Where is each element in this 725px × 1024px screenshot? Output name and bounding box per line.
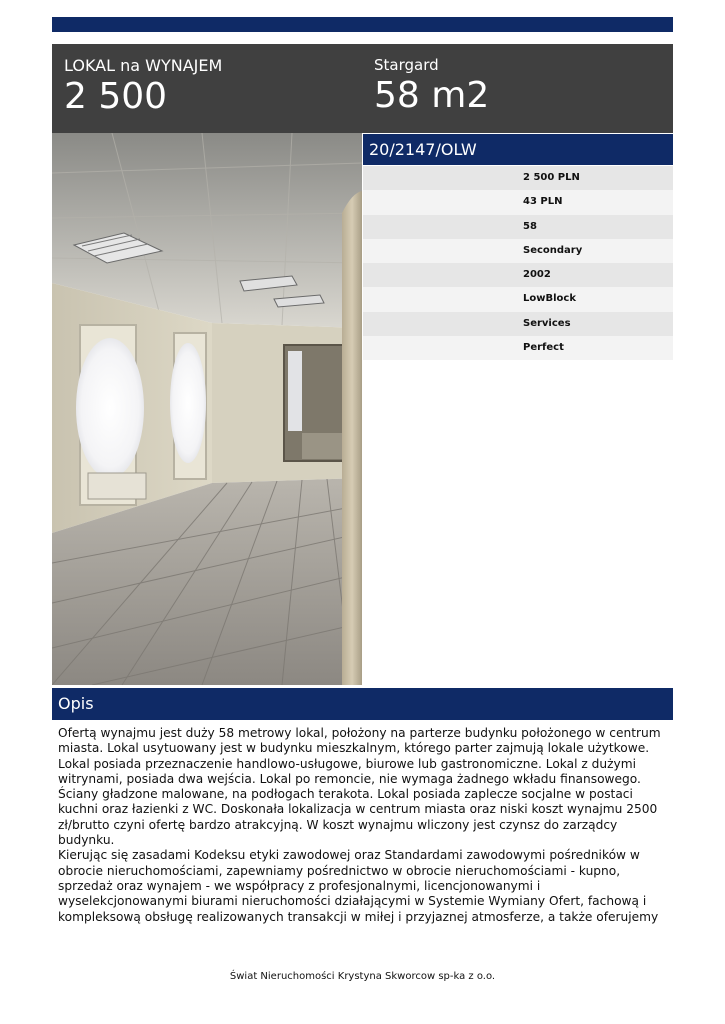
listing-area: 58 m2 bbox=[374, 75, 490, 116]
detail-row: 58 bbox=[363, 215, 673, 239]
header-left bbox=[64, 56, 222, 117]
listing-type: LOKAL na WYNAJEM bbox=[64, 56, 223, 75]
detail-row: 43 PLN bbox=[363, 190, 673, 214]
description-paragraph: Kierując się zasadami Kodeksu etyki zawodowej oraz Standardami zawodowymi pośredników w obrocie nieruchomościami, zapewniamy pośrednictwo w obrocie nieruchomościami - kupno, sprzedaż oraz wynajem - we współpracy z profesjonalnymi, licencjonowanymi i wyselekcjonowanymi biurami nieruchomości działającymi w Systemie Wymiany Ofert, fachową i kompleksową obsługę realizowanych transakcji w miłej i przyjaznej atmosferze, a także oferujemy bbox=[58, 848, 659, 924]
detail-row: 2002 bbox=[363, 263, 673, 287]
description-paragraph: Ofertą wynajmu jest duży 58 metrowy lokal, położony na parterze budynku położonego w centrum miasta. Lokal usytuowany jest w budynku mieszkalnym, którego parter zajmują lokale użytkowe. Lokal posiada przeznaczenie handlowo-usługowe, biurowe lub gastronomiczne. Lokal z dużymi witrynami, posiada dwa wejścia. Lokal po remoncie, nie wymaga żadnego wkładu finansowego. Ściany gładzone malowane, na podłogach terakota. Lokal posiada zaplecze socjalne w postaci kuchni oraz łazienki z WC. Doskonała lokalizacja w centrum miasta oraz niski koszt wynajmu 2500 zł/brutto czyni ofertę bardzo atrakcyjną. W koszt wynajmu wliczony jest czynsz do zarządcy budynku. bbox=[58, 726, 661, 848]
details-table bbox=[363, 166, 673, 360]
detail-row: Secondary bbox=[363, 239, 673, 263]
detail-row: Perfect bbox=[363, 336, 673, 360]
description-text bbox=[58, 726, 670, 925]
header-right bbox=[374, 55, 489, 116]
detail-row: Services bbox=[363, 312, 673, 336]
reference-number: 20/2147/OLW bbox=[363, 134, 673, 165]
detail-row: LowBlock bbox=[363, 287, 673, 311]
listing-city: Stargard bbox=[374, 56, 439, 74]
listing-price: 2 500 bbox=[64, 76, 168, 117]
detail-row: 2 500 PLN bbox=[363, 166, 673, 190]
description-title: Opis bbox=[52, 688, 673, 720]
property-photo bbox=[52, 133, 362, 685]
listing-header bbox=[52, 44, 673, 133]
footer-company: Świat Nieruchomości Krystyna Skworcow sp-ka z o.o. bbox=[229, 971, 496, 982]
top-accent-bar bbox=[52, 17, 673, 32]
